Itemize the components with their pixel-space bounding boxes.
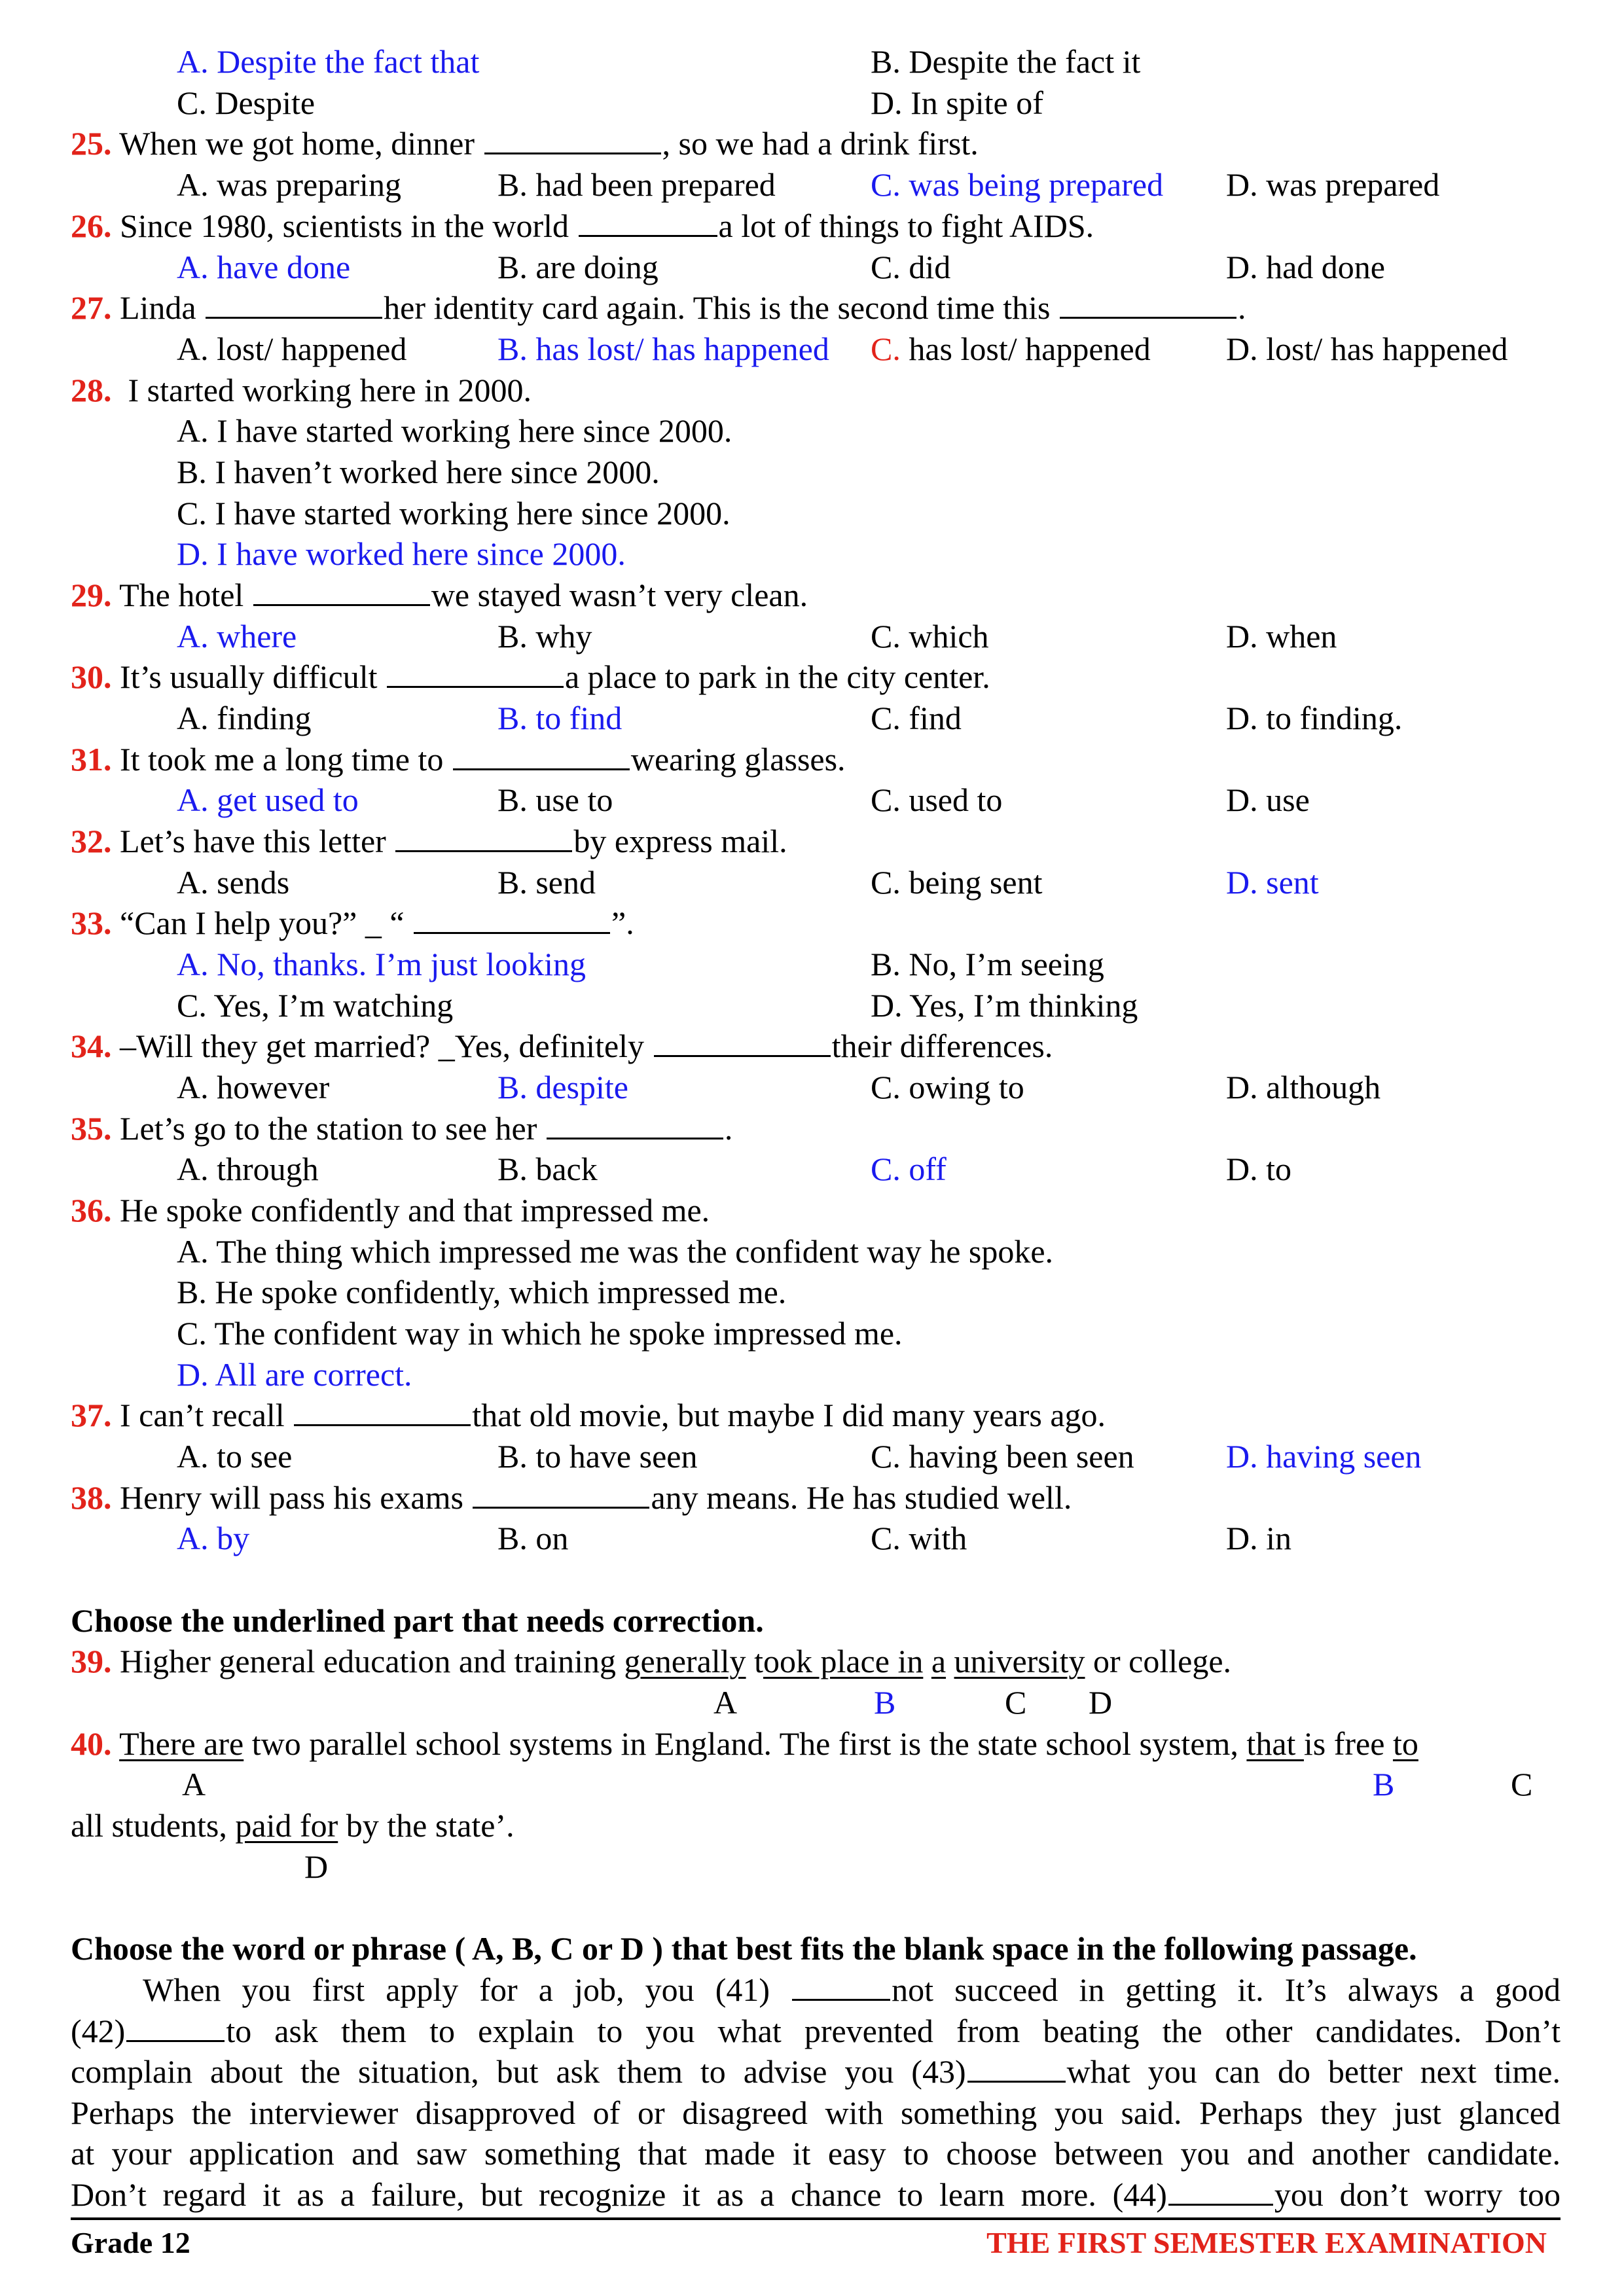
q36-option-d-row: [0, 1354, 1624, 1395]
q34-blank: [654, 1026, 831, 1057]
q39-underlined-b: ook place: [763, 1643, 898, 1679]
q28-text: I started working here in 2000.: [128, 372, 532, 408]
q39-number: 39.: [71, 1643, 112, 1679]
q31-option-a: A. get used to: [177, 781, 359, 818]
q40-line2-text-pre: all students,: [71, 1807, 236, 1844]
q32-option-b: B. send: [497, 864, 596, 901]
q39-text-2: t: [746, 1643, 763, 1679]
q40-underlined-d: paid for: [235, 1807, 338, 1844]
q30-option-a: A. finding: [177, 700, 312, 736]
q39-underlined-c2: a: [931, 1643, 947, 1679]
q26-text-post: a lot of things to fight AIDS.: [718, 207, 1094, 244]
q25-number: 25.: [71, 125, 112, 162]
q36-option-c-row: [0, 1313, 1624, 1354]
q24-option-a: A. Despite the fact that: [177, 43, 480, 80]
q27-text-mid: her identity card again. This is the second time this: [384, 289, 1051, 326]
q24-option-d: D. In spite of: [871, 84, 1043, 121]
q33-blank: [414, 903, 610, 934]
q26-option-c: C. did: [871, 249, 951, 285]
q40-line2: [0, 1805, 1624, 1846]
q30-options: [0, 698, 1624, 738]
q39-underlined-c: in: [897, 1643, 924, 1679]
passage-line-6-pre: Don’t regard it as a failure, but recognize it as a chance to learn more. (44): [71, 2176, 1167, 2213]
q35-text-pre: Let’s go to the station to see her: [120, 1110, 537, 1147]
q27-blank-2: [1060, 288, 1236, 319]
q37-option-b: B. to have seen: [497, 1438, 698, 1475]
q39-text-4: [946, 1643, 954, 1679]
q35-option-c: C. off: [871, 1151, 947, 1187]
q24-option-c: C. Despite: [177, 84, 316, 121]
q40-letters-1: [0, 1764, 1624, 1804]
q26-text-pre: Since 1980, scientists in the world: [120, 207, 569, 244]
q36-option-b-row: [0, 1272, 1624, 1312]
q29-option-b: B. why: [497, 618, 592, 655]
q39-label-a: A: [713, 1684, 738, 1721]
passage-line-4: Perhaps the interviewer disapproved of or disagreed with something you said. Perhaps they just glanced: [71, 2094, 1561, 2131]
q25-option-a: A. was preparing: [177, 166, 401, 203]
q36-option-a: A. The thing which impressed me was the confident way he spoke.: [177, 1233, 1054, 1270]
q38-option-a: A. by: [177, 1520, 250, 1556]
q36-option-b: B. He spoke confidently, which impressed me.: [177, 1274, 787, 1310]
q34-option-a: A. however: [177, 1069, 330, 1105]
q39-letters: [0, 1682, 1624, 1723]
q29-text-post: we stayed wasn’t very clean.: [431, 577, 808, 613]
q31-number: 31.: [71, 741, 112, 778]
q29-stem: [0, 575, 1624, 615]
q24-options-row2: [0, 82, 1624, 123]
q33-option-c: C. Yes, I’m watching: [177, 987, 454, 1024]
q28-option-b: B. I haven’t worked here since 2000.: [177, 454, 660, 490]
q27-option-a: A. lost/ happened: [177, 331, 407, 367]
q34-option-b: B. despite: [497, 1069, 628, 1105]
q32-option-a: A. sends: [177, 864, 290, 901]
section-error-correction-heading: [0, 1600, 1624, 1641]
q29-blank: [253, 575, 430, 606]
q26-blank: [579, 206, 717, 237]
q33-text-post: ”.: [611, 905, 634, 941]
q38-options: [0, 1518, 1624, 1558]
q32-text-post: by express mail.: [573, 823, 787, 859]
q26-option-d: D. had done: [1226, 249, 1385, 285]
q34-options: [0, 1067, 1624, 1107]
q40-label-d: D: [304, 1848, 329, 1885]
q26-option-a: A. have done: [177, 249, 351, 285]
passage-line-2-pre: (42): [71, 2012, 126, 2049]
passage-line-3-post: what you can do better next time.: [1066, 2053, 1561, 2090]
q39-text-3: [923, 1643, 931, 1679]
footer-grade: Grade 12: [71, 2226, 190, 2259]
q25-option-b: B. had been prepared: [497, 166, 776, 203]
q33-option-d: D. Yes, I’m thinking: [871, 987, 1138, 1024]
passage-line-2: [71, 2011, 1561, 2052]
q33-text-pre: “Can I help you?” _ “: [120, 905, 405, 941]
q31-blank: [453, 740, 630, 770]
q33-option-a: A. No, thanks. I’m just looking: [177, 946, 586, 982]
q37-number: 37.: [71, 1397, 112, 1433]
q30-stem: [0, 656, 1624, 697]
q29-options: [0, 616, 1624, 656]
q33-stem: [0, 903, 1624, 943]
q35-number: 35.: [71, 1110, 112, 1147]
q29-option-a: A. where: [177, 618, 297, 655]
q28-option-c: C. I have started working here since 2000.: [177, 495, 731, 531]
section-error-correction-title: Choose the underlined part that needs correction.: [71, 1602, 764, 1639]
q40-label-a: A: [182, 1766, 206, 1803]
q37-options: [0, 1436, 1624, 1477]
q25-stem: [0, 123, 1624, 164]
q27-blank-1: [206, 288, 382, 319]
q29-option-c: C. which: [871, 618, 989, 655]
q29-option-d: D. when: [1226, 618, 1337, 655]
q29-text-pre: The hotel: [119, 577, 244, 613]
q35-option-b: B. back: [497, 1151, 598, 1187]
q40-number: 40.: [71, 1725, 112, 1762]
q28-option-b-row: [0, 452, 1624, 492]
q39-label-d: D: [1089, 1684, 1113, 1721]
q35-blank: [547, 1109, 723, 1139]
passage-line-5: at your application and saw something that made it easy to choose between you and another candidate.: [71, 2135, 1561, 2172]
passage-line-1-post: not succeed in getting it. It’s always a good: [892, 1971, 1561, 2008]
passage-line-3: [71, 2051, 1561, 2092]
q25-text-post: , so we had a drink first.: [662, 125, 979, 162]
passage-line-1: [71, 1969, 1561, 2011]
footer-rule: [71, 2217, 1561, 2220]
blank-44: [1168, 2175, 1273, 2206]
q26-options: [0, 247, 1624, 287]
q37-text-post: that old movie, but maybe I did many years ago.: [472, 1397, 1106, 1433]
q36-option-c: C. The confident way in which he spoke impressed me.: [177, 1315, 903, 1352]
q26-option-b: B. are doing: [497, 249, 659, 285]
q31-text-post: wearing glasses.: [630, 741, 846, 778]
q34-stem: [0, 1026, 1624, 1066]
q37-option-a: A. to see: [177, 1438, 293, 1475]
q30-blank: [387, 657, 564, 688]
q30-option-d: D. to finding.: [1226, 700, 1403, 736]
q38-blank: [473, 1478, 649, 1509]
q36-text: He spoke confidently and that impressed me.: [120, 1192, 710, 1229]
q40-stem: [0, 1723, 1624, 1764]
q40-label-c: C: [1511, 1766, 1533, 1803]
q39-label-c: C: [1005, 1684, 1027, 1721]
q32-stem: [0, 821, 1624, 861]
passage-line-3-pre: complain about the situation, but ask them to advise you (43): [71, 2053, 966, 2090]
q32-number: 32.: [71, 823, 112, 859]
q32-blank: [395, 821, 572, 852]
q33-number: 33.: [71, 905, 112, 941]
q34-text-pre: –Will they get married? _Yes, definitely: [120, 1028, 645, 1064]
q32-text-pre: Let’s have this letter: [120, 823, 386, 859]
q28-option-c-row: [0, 493, 1624, 533]
q31-text-pre: It took me a long time to: [120, 741, 444, 778]
q37-stem: [0, 1395, 1624, 1435]
q31-options: [0, 780, 1624, 820]
passage-line-6: [71, 2174, 1561, 2215]
q40-underlined-a: There are: [119, 1725, 244, 1762]
q31-option-c: C. used to: [871, 781, 1003, 818]
q34-number: 34.: [71, 1028, 112, 1064]
q35-stem: [0, 1108, 1624, 1149]
q27-text-post: .: [1237, 289, 1246, 326]
q30-option-c: C. find: [871, 700, 962, 736]
q30-text-pre: It’s usually difficult: [120, 658, 378, 695]
q38-option-b: B. on: [497, 1520, 569, 1556]
q35-options: [0, 1149, 1624, 1189]
q34-option-c: C. owing to: [871, 1069, 1024, 1105]
q24-option-b: B. Despite the fact it: [871, 43, 1141, 80]
q27-option-b: B. has lost/ has happened: [497, 331, 829, 367]
q30-option-b: B. to find: [497, 700, 623, 736]
section-cloze-title: Choose the word or phrase ( A, B, C or D ) that best fits the blank space in the following passage.: [71, 1930, 1417, 1967]
blank-43: [967, 2052, 1066, 2083]
q24-options-row1: [0, 41, 1624, 82]
q40-label-b: B: [1373, 1766, 1395, 1803]
q38-option-d: D. in: [1226, 1520, 1291, 1556]
q28-option-d-row: [0, 533, 1624, 574]
q38-text-pre: Henry will pass his exams: [120, 1479, 463, 1516]
q38-number: 38.: [71, 1479, 112, 1516]
q25-options: [0, 164, 1624, 205]
q28-option-a-row: [0, 410, 1624, 451]
q39-text-1: Higher general education and training: [120, 1643, 624, 1679]
q36-option-d: D. All are correct.: [177, 1356, 412, 1393]
q27-option-c-letter: C.: [871, 331, 901, 367]
q27-number: 27.: [71, 289, 112, 326]
q40-text-1: two parallel school systems in England. The first is the state school system,: [244, 1725, 1247, 1762]
q36-stem: [0, 1190, 1624, 1230]
q40-text-2: is free: [1303, 1725, 1393, 1762]
passage-line-6-post: you don’t worry too: [1274, 2176, 1561, 2213]
q37-blank: [294, 1395, 471, 1426]
q37-option-c: C. having been seen: [871, 1438, 1134, 1475]
q27-text-pre: Linda: [120, 289, 196, 326]
q39-stem: [0, 1641, 1624, 1681]
q36-option-a-row: [0, 1231, 1624, 1272]
q34-text-post: their differences.: [831, 1028, 1053, 1064]
q25-option-d: D. was prepared: [1226, 166, 1440, 203]
q27-stem: [0, 287, 1624, 328]
q27-option-c: [871, 329, 1151, 369]
q38-option-c: C. with: [871, 1520, 967, 1556]
q34-option-d: D. although: [1226, 1069, 1381, 1105]
q30-number: 30.: [71, 658, 112, 695]
q38-text-post: any means. He has studied well.: [651, 1479, 1072, 1516]
passage-line-2-post: to ask them to explain to you what prevented from beating the other candidates. Don’t: [226, 2012, 1561, 2049]
q28-number: 28.: [71, 372, 112, 408]
q28-option-d: D. I have worked here since 2000.: [177, 535, 626, 572]
q25-text-pre: When we got home, dinner: [119, 125, 475, 162]
q31-stem: [0, 739, 1624, 780]
q29-number: 29.: [71, 577, 112, 613]
q26-stem: [0, 206, 1624, 246]
q32-options: [0, 862, 1624, 903]
q33-options-row2: [0, 985, 1624, 1026]
q39-text-5: or college.: [1085, 1643, 1232, 1679]
q32-option-c: C. being sent: [871, 864, 1043, 901]
q39-underlined-d: university: [954, 1643, 1085, 1679]
q27-options: [0, 329, 1624, 369]
q33-options-row1: [0, 944, 1624, 984]
q40-underlined-c: to: [1392, 1725, 1418, 1762]
q35-option-a: A. through: [177, 1151, 319, 1187]
cloze-passage: [71, 1969, 1561, 2215]
passage-line-1-pre: When you first apply for a job, you (41): [143, 1971, 791, 2008]
q40-letters-2: [0, 1846, 1624, 1887]
q35-option-d: D. to: [1226, 1151, 1291, 1187]
q26-number: 26.: [71, 207, 112, 244]
q35-text-post: .: [724, 1110, 733, 1147]
q28-option-a: A. I have started working here since 2000.: [177, 412, 732, 449]
footer-exam-title: THE FIRST SEMESTER EXAMINATION: [986, 2226, 1547, 2259]
q33-option-b: B. No, I’m seeing: [871, 946, 1104, 982]
q27-option-c-text: has lost/ happened: [900, 331, 1151, 367]
q39-underlined-a: generally: [624, 1643, 746, 1679]
q31-option-b: B. use to: [497, 781, 613, 818]
q40-line2-text-post: by the state’.: [338, 1807, 514, 1844]
q37-text-pre: I can’t recall: [120, 1397, 285, 1433]
q36-number: 36.: [71, 1192, 112, 1229]
q25-blank: [484, 124, 661, 154]
blank-42: [126, 2011, 225, 2042]
q37-option-d: D. having seen: [1226, 1438, 1422, 1475]
q38-stem: [0, 1477, 1624, 1518]
q32-option-d: D. sent: [1226, 864, 1319, 901]
q30-text-post: a place to park in the city center.: [564, 658, 990, 695]
q27-option-d: D. lost/ has happened: [1226, 331, 1508, 367]
q28-stem: [0, 370, 1624, 410]
q40-underlined-b: that: [1246, 1725, 1304, 1762]
section-cloze-heading: [0, 1928, 1624, 1969]
q39-label-b: B: [874, 1684, 896, 1721]
blank-41: [792, 1970, 890, 2001]
q31-option-d: D. use: [1226, 781, 1310, 818]
q25-option-c: C. was being prepared: [871, 166, 1164, 203]
